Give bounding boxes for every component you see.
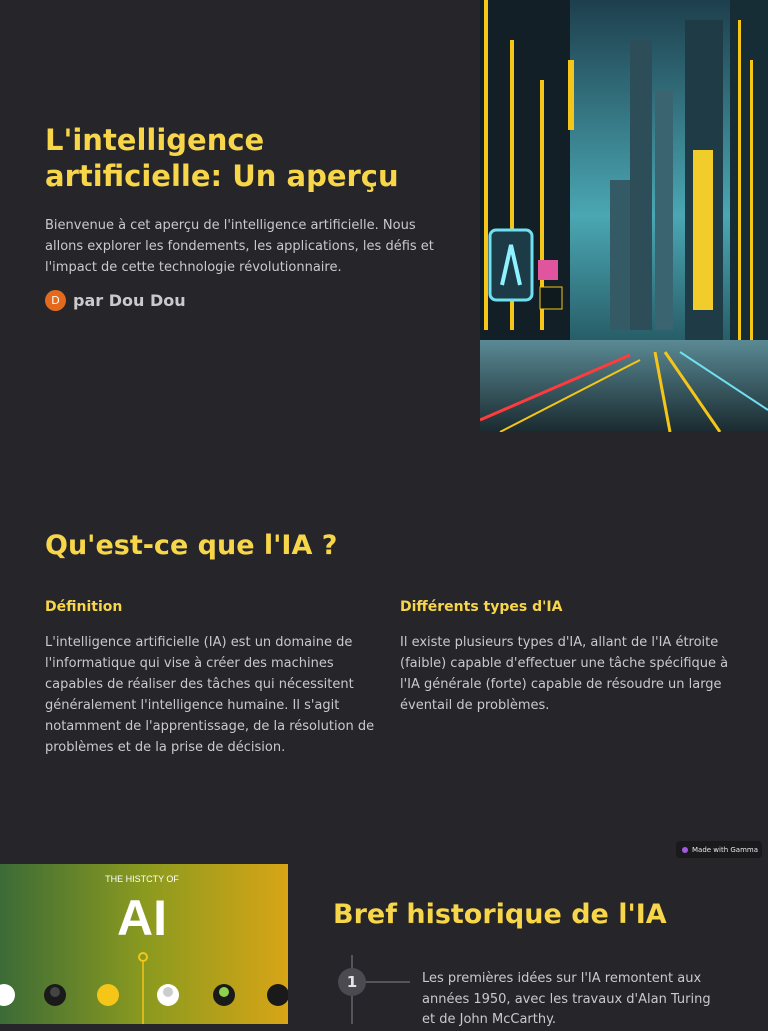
types-title: Différents types d'IA (400, 599, 563, 615)
timeline-step-text: Les premières idées sur l'IA remontent aux années 1950, avec les travaux d'Alan Turing et de John McCarthy. (422, 971, 711, 1027)
author-line (45, 290, 186, 311)
author-name: par Dou Dou (73, 291, 186, 310)
poster-heading: THE HISTCTY OF (105, 874, 179, 884)
gamma-logo-icon (682, 847, 688, 853)
history-title: Bref historique de l'IA (333, 899, 667, 930)
avatar: D (45, 290, 66, 311)
page-title: L'intelligence artificielle: Un aperçu (45, 123, 399, 193)
definition-text: L'intelligence artificielle (IA) est un domaine de l'informatique qui vise à créer des machines capables de réaliser des tâches qui nécessitent généralement l'intelligence humaine. Il s'agit notamment de l'apprentissage, de la résolution de problèmes et de la prise de décision. (45, 635, 375, 755)
gamma-badge-label: Made with Gamma (692, 845, 759, 854)
timeline-connector (364, 981, 410, 983)
definition-title: Définition (45, 599, 123, 615)
history-of-ai-poster (0, 864, 288, 1024)
section-title: Qu'est-ce que l'IA ? (45, 530, 338, 561)
timeline-step-number: 1 (338, 968, 366, 996)
poster-big-text: AI (117, 890, 167, 946)
intro-text: Bienvenue à cet aperçu de l'intelligence artificielle. Nous allons explorer les fondements, les applications, les défis et l'impact de cette technologie révolutionnaire. (45, 218, 434, 275)
futuristic-city-image (480, 0, 768, 432)
types-text: Il existe plusieurs types d'IA, allant de l'IA étroite (faible) capable d'effectuer une tâche spécifique à l'IA générale (forte) capable de résoudre un large éventail de problèmes. (400, 635, 729, 713)
made-with-gamma-badge[interactable] (676, 841, 762, 858)
